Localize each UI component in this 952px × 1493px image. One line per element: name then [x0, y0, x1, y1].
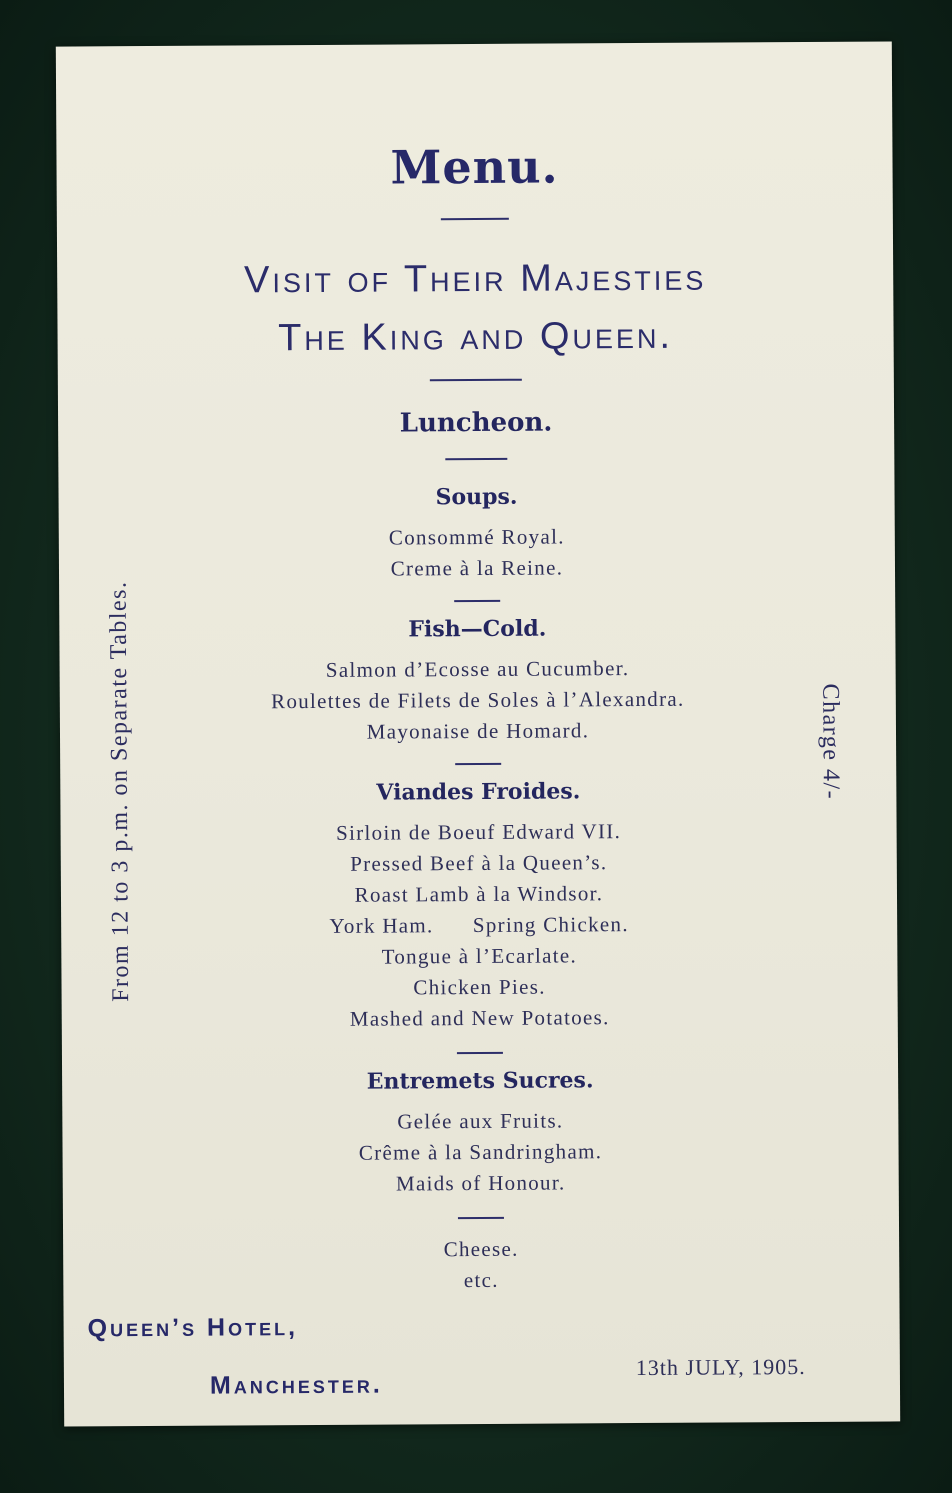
hotel-city: Manchester.: [209, 1370, 383, 1400]
event-line-1: Visit of Their Majesties: [243, 256, 707, 302]
section-heading-fish-cold: Fish—Cold.: [408, 615, 547, 643]
divider: [445, 458, 507, 460]
menu-item: Maids of Honour.: [395, 1170, 566, 1196]
menu-item: Crême à la Sandringham.: [358, 1139, 603, 1165]
section-heading-viandes-froides: Viandes Froides.: [376, 778, 581, 806]
charge-note: Charge 4/-: [817, 683, 844, 801]
menu-item: Roulettes de Filets de Soles à l’Alexandra.: [271, 686, 685, 714]
divider: [457, 1052, 503, 1054]
menu-item: Creme à la Reine.: [390, 555, 564, 581]
hotel-name: Queen’s Hotel,: [87, 1313, 299, 1343]
menu-item: Mashed and New Potatoes.: [349, 1005, 610, 1031]
menu-item: Sirloin de Boeuf Edward VII.: [335, 819, 622, 845]
menu-item-etc: etc.: [463, 1267, 499, 1293]
meal-heading: Luncheon.: [399, 407, 553, 439]
menu-item: York Ham. Spring Chicken.: [329, 912, 629, 938]
divider: [458, 1217, 504, 1219]
menu-item: Pressed Beef à la Queen’s.: [350, 850, 608, 876]
section-heading-entremets-sucres: Entremets Sucres.: [366, 1067, 594, 1095]
menu-date: 13th JULY, 1905.: [635, 1354, 806, 1381]
event-title: [57, 247, 894, 368]
menu-item: Mayonaise de Homard.: [366, 718, 590, 744]
menu-item: Gelée aux Fruits.: [397, 1108, 564, 1134]
menu-item: Tongue à l’Ecarlate.: [381, 943, 578, 969]
menu-title: Menu.: [390, 139, 559, 195]
divider: [430, 379, 522, 382]
menu-item-cheese: Cheese.: [443, 1236, 519, 1262]
menu-item: Consommé Royal.: [388, 524, 565, 550]
divider: [454, 600, 500, 602]
section-heading-soups: Soups.: [435, 483, 518, 511]
serving-hours-note: From 12 to 3 p.m. on Separate Tables.: [105, 580, 135, 1002]
menu-card: [56, 41, 900, 1426]
menu-item: Salmon d’Ecosse au Cucumber.: [325, 656, 630, 682]
event-line-2: The King and Queen.: [278, 314, 674, 360]
divider: [455, 763, 501, 765]
divider: [441, 218, 509, 220]
menu-item: Roast Lamb à la Windsor.: [354, 881, 604, 907]
menu-item: Chicken Pies.: [413, 974, 546, 1000]
